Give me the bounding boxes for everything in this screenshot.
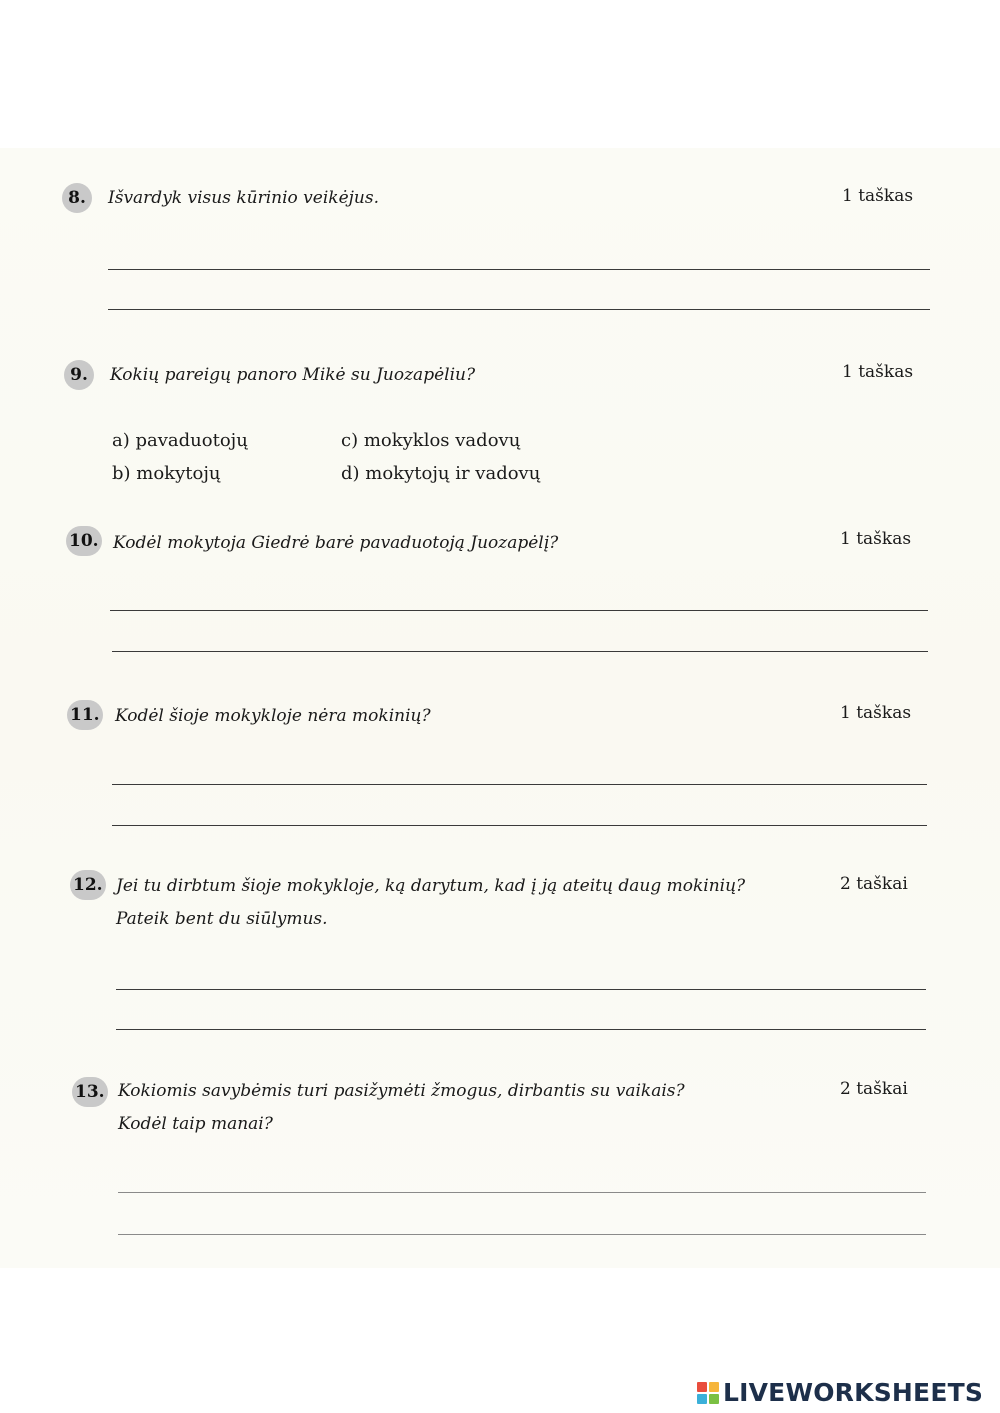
question-text-line2: Pateik bent du siūlymus. bbox=[116, 909, 328, 929]
question-number: 12. bbox=[70, 870, 106, 900]
question-points: 1 taškas bbox=[842, 362, 914, 382]
answer-line[interactable] bbox=[112, 651, 928, 652]
answer-line[interactable] bbox=[112, 784, 927, 785]
question-points: 1 taškas bbox=[840, 529, 912, 549]
logo-square bbox=[697, 1382, 707, 1392]
logo-mark-icon bbox=[697, 1382, 719, 1404]
question-text: Išvardyk visus kūrinio veikėjus. bbox=[108, 188, 379, 208]
question-text-line2: Kodėl taip manai? bbox=[118, 1114, 273, 1134]
logo-square bbox=[709, 1382, 719, 1392]
question-text: Kodėl mokytoja Giedrė barė pavaduotoją Juozapėlį? bbox=[113, 533, 559, 553]
answer-line[interactable] bbox=[116, 1029, 926, 1030]
question-number: 9. bbox=[64, 360, 94, 390]
question-text: Kodėl šioje mokykloje nėra mokinių? bbox=[115, 706, 431, 726]
question-points: 1 taškas bbox=[842, 186, 914, 206]
option-d[interactable]: d) mokytojų ir vadovų bbox=[341, 463, 541, 484]
answer-line[interactable] bbox=[116, 989, 926, 990]
option-b[interactable]: b) mokytojų bbox=[112, 463, 221, 484]
question-points: 1 taškas bbox=[840, 703, 912, 723]
question-points: 2 taškai bbox=[840, 1079, 908, 1099]
answer-line[interactable] bbox=[110, 610, 928, 611]
question-text: Kokių pareigų panoro Mikė su Juozapėliu? bbox=[110, 365, 476, 385]
answer-line[interactable] bbox=[108, 309, 930, 310]
question-text: Jei tu dirbtum šioje mokykloje, ką darytum, kad į ją ateitų daug mokinių? bbox=[116, 876, 746, 896]
question-number: 10. bbox=[66, 526, 102, 556]
answer-line[interactable] bbox=[112, 825, 927, 826]
logo-square bbox=[709, 1394, 719, 1404]
question-number: 13. bbox=[72, 1077, 108, 1107]
logo-square bbox=[697, 1394, 707, 1404]
brand-name: LIVEWORKSHEETS bbox=[723, 1378, 984, 1407]
answer-line[interactable] bbox=[108, 269, 930, 270]
answer-line[interactable] bbox=[118, 1192, 926, 1193]
liveworksheets-logo bbox=[697, 1378, 983, 1408]
option-c[interactable]: c) mokyklos vadovų bbox=[341, 430, 521, 451]
question-points: 2 taškai bbox=[840, 874, 908, 894]
question-text: Kokiomis savybėmis turi pasižymėti žmogus, dirbantis su vaikais? bbox=[118, 1081, 685, 1101]
answer-line[interactable] bbox=[118, 1234, 926, 1235]
question-number: 11. bbox=[67, 700, 103, 730]
option-a[interactable]: a) pavaduotojų bbox=[112, 430, 248, 451]
question-number: 8. bbox=[62, 183, 92, 213]
